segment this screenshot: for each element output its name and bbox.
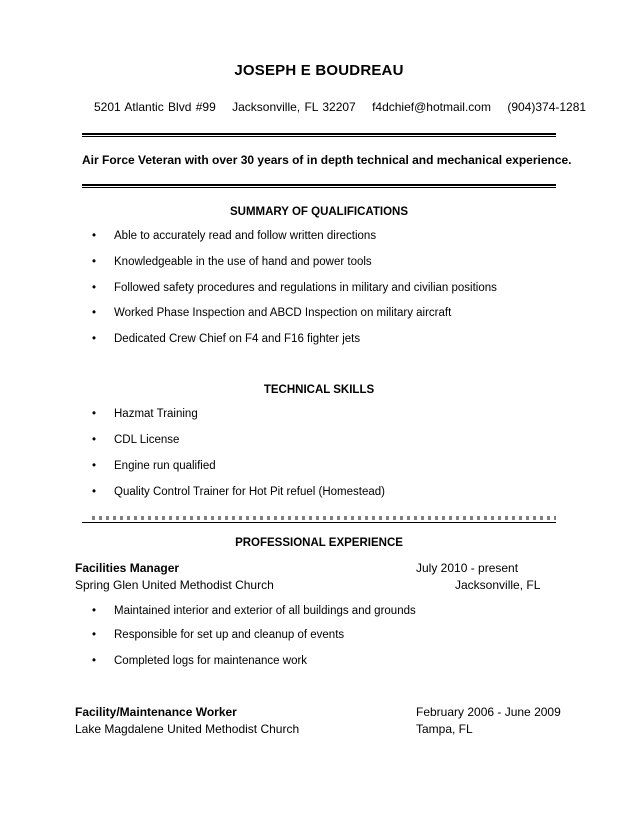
bullet-icon: •	[92, 307, 97, 319]
contact-line	[94, 100, 598, 114]
job-location: Tampa, FL	[416, 722, 473, 736]
duty-item: • Responsible for set up and cleanup of events	[92, 629, 345, 641]
summary-item: • Followed safety procedures and regulations in military and civilian positions	[92, 282, 497, 294]
summary-item: • Dedicated Crew Chief on F4 and F16 fighter jets	[92, 333, 361, 345]
duty-item: • Completed logs for maintenance work	[92, 655, 308, 667]
duty-item: • Maintained interior and exterior of all buildings and grounds	[92, 605, 416, 617]
bullet-icon: •	[92, 655, 97, 667]
section-title-experience: PROFESSIONAL EXPERIENCE	[235, 537, 403, 549]
job-employer: Lake Magdalene United Methodist Church	[75, 722, 300, 736]
bullet-icon: •	[92, 605, 97, 617]
job-title: Facility/Maintenance Worker	[75, 705, 237, 719]
section-divider	[82, 522, 556, 523]
headline: Air Force Veteran with over 30 years of in depth technical and mechanical experience.	[82, 153, 572, 167]
job-title: Facilities Manager	[75, 561, 180, 575]
bullet-icon: •	[92, 434, 97, 446]
bullet-icon: •	[92, 333, 97, 345]
skill-item: • Hazmat Training	[92, 408, 198, 420]
summary-item: • Worked Phase Inspection and ABCD Inspection on military aircraft	[92, 307, 452, 319]
contact-address: 5201 Atlantic Blvd #99	[94, 100, 216, 114]
summary-item: • Knowledgeable in the use of hand and power tools	[92, 256, 372, 268]
job-dates: July 2010 - present	[416, 561, 519, 575]
section-divider-dashed	[92, 516, 556, 520]
job-dates: February 2006 - June 2009	[416, 705, 561, 719]
bullet-icon: •	[92, 256, 97, 268]
skill-item: • Engine run qualified	[92, 460, 216, 472]
bullet-icon: •	[92, 460, 97, 472]
headline-divider	[82, 184, 556, 188]
bullet-icon: •	[92, 282, 97, 294]
contact-city: Jacksonville, FL 32207	[232, 100, 356, 114]
skill-item: • CDL License	[92, 434, 180, 446]
section-title-skills: TECHNICAL SKILLS	[263, 384, 375, 396]
bullet-icon: •	[92, 629, 97, 641]
section-title-summary: SUMMARY OF QUALIFICATIONS	[229, 206, 409, 218]
header-divider	[82, 133, 556, 137]
job-location: Jacksonville, FL	[455, 578, 541, 592]
contact-email[interactable]: f4dchief@hotmail.com	[372, 100, 491, 114]
skill-item: • Quality Control Trainer for Hot Pit refuel (Homestead)	[92, 486, 385, 498]
bullet-icon: •	[92, 486, 97, 498]
summary-item: • Able to accurately read and follow written directions	[92, 230, 377, 242]
bullet-icon: •	[92, 230, 97, 242]
resume-name: JOSEPH E BOUDREAU	[234, 62, 404, 79]
contact-phone: (904)374-1281	[507, 100, 587, 114]
bullet-icon: •	[92, 408, 97, 420]
job-employer: Spring Glen United Methodist Church	[75, 578, 274, 592]
